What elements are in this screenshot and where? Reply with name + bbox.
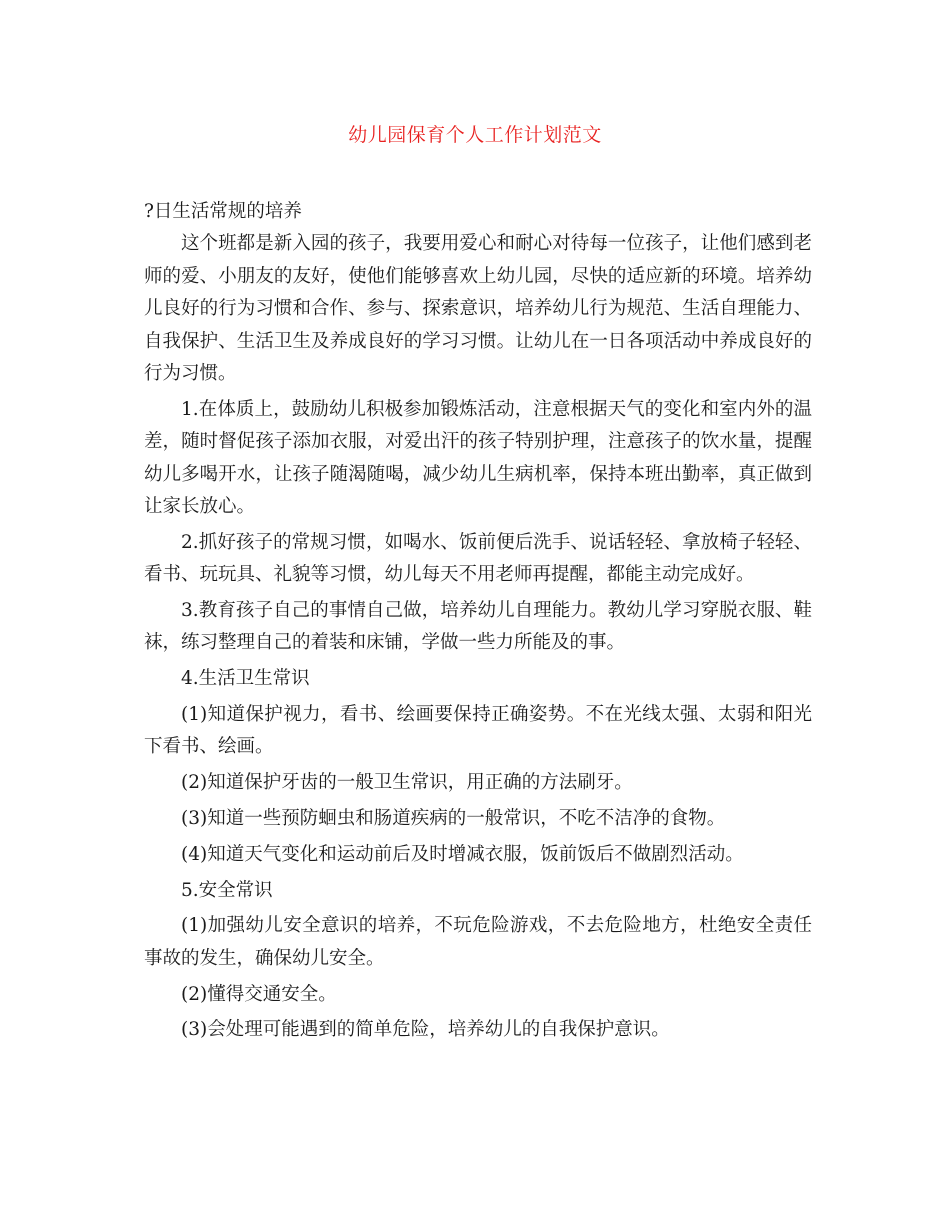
paragraph-item-4-4: (4)知道天气变化和运动前后及时增减衣服，饭前饭后不做剧烈活动。 <box>181 843 744 865</box>
paragraph-item-4-1: (1)知道保护视力，看书、绘画要保持正确姿势。不在光线太强、太弱和阳光下看书、绘画。 <box>144 704 812 758</box>
paragraph-item-4-2: (2)知道保护牙齿的一般卫生常识，用正确的方法刷牙。 <box>181 772 633 794</box>
paragraph-item-5: 5.安全常识 <box>181 879 273 901</box>
document-body <box>144 196 812 1047</box>
paragraph-item-5-1: (1)加强幼儿安全意识的培养，不玩危险游戏，不去危险地方，杜绝安全责任事故的发生，确保幼儿安全。 <box>144 915 812 969</box>
paragraph-intro: 这个班都是新入园的孩子，我要用爱心和耐心对待每一位孩子，让他们感到老师的爱、小朋友的友好，使他们能够喜欢上幼儿园，尽快的适应新的环境。培养幼儿良好的行为习惯和合作、参与、探索意识，培养幼儿行为规范、生活自理能力、自我保护、生活卫生及养成良好的学习习惯。让幼儿在一日各项活动中养成良好的行为习惯。 <box>144 233 812 385</box>
paragraph-item-4: 4.生活卫生常识 <box>181 668 310 690</box>
paragraph-item-5-3: (3)会处理可能遇到的简单危险，培养幼儿的自我保护意识。 <box>181 1019 670 1041</box>
document-title: 幼儿园保育个人工作计划范文 <box>348 124 602 146</box>
paragraph-item-2: 2.抓好孩子的常规习惯，如喝水、饭前便后洗手、说话轻轻、拿放椅子轻轻、看书、玩玩具、礼貌等习惯，幼儿每天不用老师再提醒，都能主动完成好。 <box>144 531 812 586</box>
paragraph-item-5-2: (2)懂得交通安全。 <box>181 983 337 1005</box>
paragraph-item-4-3: (3)知道一些预防蛔虫和肠道疾病的一般常识，不吃不洁净的食物。 <box>181 808 726 830</box>
section-heading: ?日生活常规的培养 <box>144 201 302 222</box>
paragraph-item-1: 1.在体质上，鼓励幼儿积极参加锻炼活动，注意根据天气的变化和室内外的温差，随时督促孩子添加衣服，对爱出汗的孩子特别护理，注意孩子的饮水量，提醒幼儿多喝开水，让孩子随渴随喝，减少幼儿生病机率，保持本班出勤率，真正做到让家长放心。 <box>144 398 812 518</box>
paragraph-item-3: 3.教育孩子自己的事情自己做，培养幼儿自理能力。教幼儿学习穿脱衣服、鞋袜，练习整理自己的着装和床铺，学做一些力所能及的事。 <box>144 600 812 654</box>
